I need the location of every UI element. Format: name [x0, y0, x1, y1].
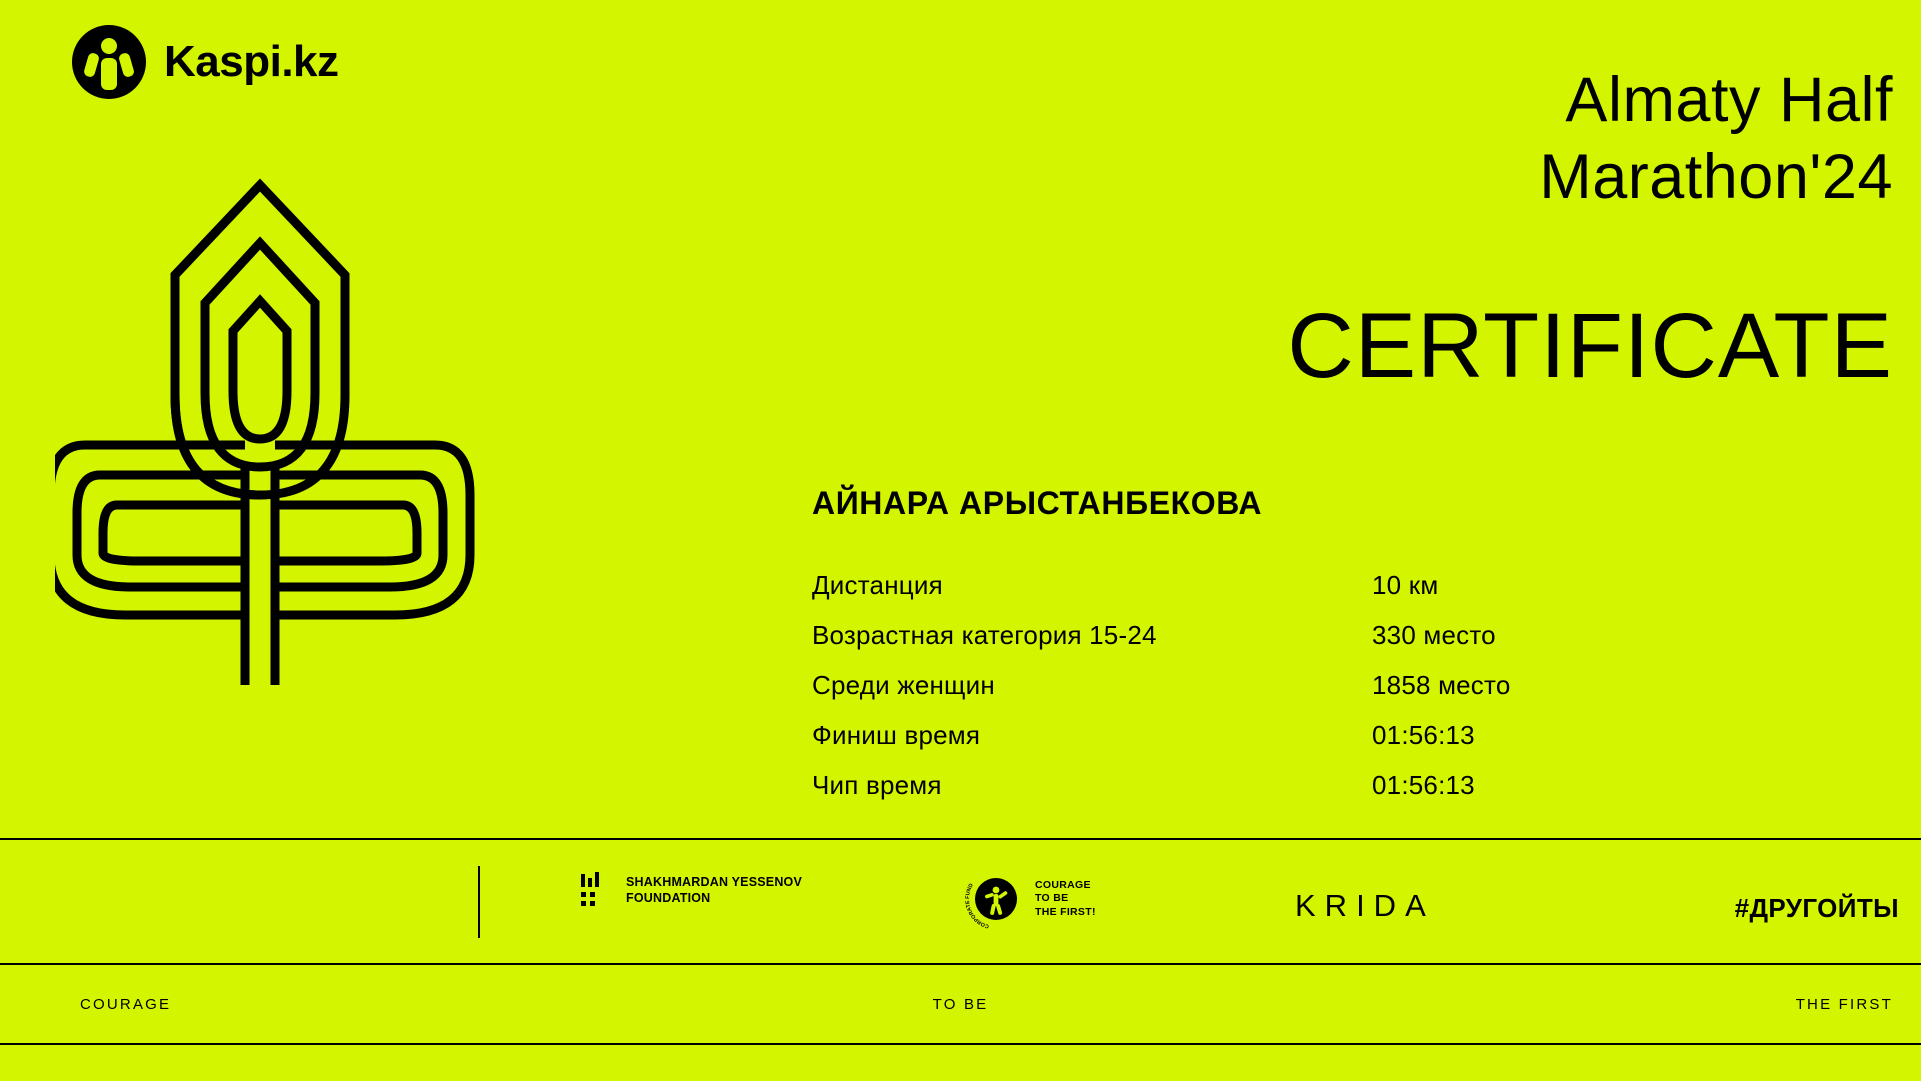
event-title-line1: Almaty Half — [1565, 65, 1893, 135]
result-value: 1858 место — [1372, 670, 1511, 700]
divider-footer — [0, 1043, 1921, 1045]
footer-center: TO BE — [932, 995, 989, 1013]
sponsor-drugoity: #ДРУГОЙТЫ — [1734, 893, 1899, 923]
athlete-name: АЙНАРА АРЫСТАНБЕКОВА — [812, 485, 1263, 521]
results-table — [812, 570, 1632, 820]
event-title — [873, 62, 1893, 216]
result-label: Дистанция — [812, 570, 943, 600]
result-label: Чип время — [812, 770, 942, 800]
table-row — [812, 620, 1632, 670]
document-type-heading: CERTIFICATE — [1287, 295, 1893, 397]
corporate-fund-line2: TO BE — [1035, 892, 1069, 905]
footer-slogan — [0, 965, 1921, 1043]
yessenov-wordmark — [626, 875, 802, 906]
tulip-emblem-icon — [55, 155, 575, 715]
corporate-fund-line3: THE FIRST! — [1035, 905, 1096, 918]
corporate-fund-logo-icon — [965, 868, 1027, 930]
footer-right: THE FIRST — [1795, 995, 1893, 1013]
table-row — [812, 720, 1632, 770]
yessenov-line1: SHAKHMARDAN YESSENOV — [626, 875, 803, 890]
table-row — [812, 770, 1632, 820]
sponsor-krida: KRIDA — [1295, 888, 1435, 923]
sponsor-yessenov — [580, 872, 802, 910]
sponsor-corporate-fund — [965, 868, 1096, 930]
kaspi-logo-icon — [72, 25, 146, 99]
footer-left: COURAGE — [80, 995, 172, 1013]
svg-text:CORPORATE FUND: CORPORATE FUND — [965, 882, 990, 930]
yessenov-logo-icon — [580, 872, 614, 910]
sponsor-kaspi — [72, 25, 339, 99]
table-row — [812, 670, 1632, 720]
result-label: Возрастная категория 15-24 — [812, 620, 1157, 650]
corporate-fund-line1: COURAGE — [1035, 878, 1091, 891]
result-value: 01:56:13 — [1372, 720, 1475, 750]
sponsor-separator — [478, 866, 480, 938]
yessenov-line2: FOUNDATION — [626, 891, 711, 905]
corporate-fund-wordmark — [1035, 879, 1096, 920]
result-value: 01:56:13 — [1372, 770, 1475, 800]
result-value: 10 км — [1372, 570, 1439, 600]
sponsor-bar — [0, 840, 1921, 963]
result-label: Финиш время — [812, 720, 981, 750]
result-label: Среди женщин — [812, 670, 995, 700]
event-title-line2: Marathon'24 — [1539, 141, 1893, 212]
result-value: 330 место — [1372, 620, 1496, 650]
table-row — [812, 570, 1632, 620]
kaspi-wordmark: Kaspi.kz — [164, 37, 339, 86]
